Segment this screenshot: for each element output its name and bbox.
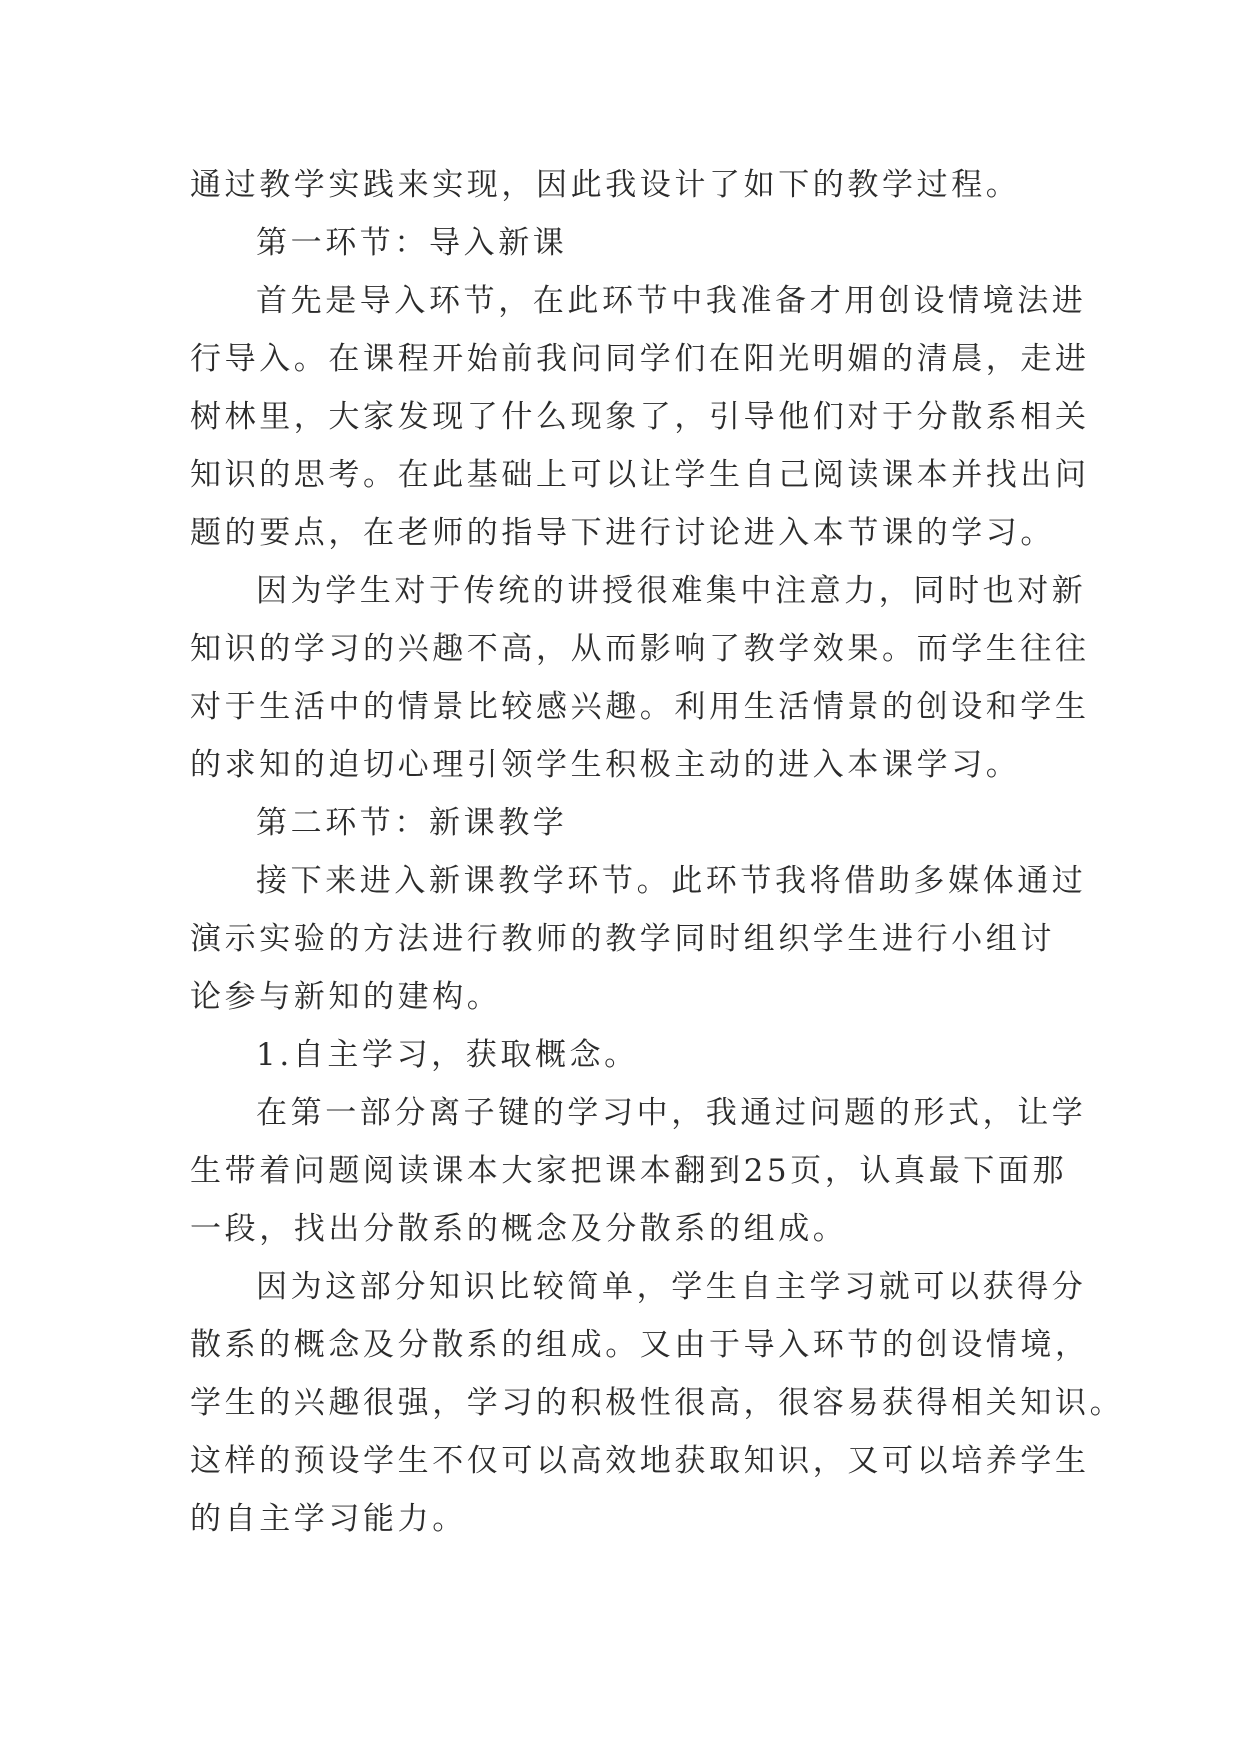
section-heading: 第一环节：导入新课 (256, 225, 568, 261)
paragraph-line: 通过教学实践来实现，因此我设计了如下的教学过程。 (190, 167, 1021, 203)
paragraph-line: 在第一部分离子键的学习中，我通过问题的形式，让学 (256, 1095, 1087, 1131)
section-heading: 第二环节：新课教学 (256, 805, 568, 841)
paragraph-line: 的求知的迫切心理引领学生积极主动的进入本课学习。 (190, 747, 1021, 783)
subsection-heading: 1.自主学习，获取概念。 (256, 1037, 639, 1073)
paragraph-line: 知识的思考。在此基础上可以让学生自己阅读课本并找出问 (190, 457, 1090, 493)
paragraph-line: 对于生活中的情景比较感兴趣。利用生活情景的创设和学生 (190, 689, 1090, 725)
paragraph-line: 知识的学习的兴趣不高，从而影响了教学效果。而学生往往 (190, 631, 1090, 667)
paragraph-line: 接下来进入新课教学环节。此环节我将借助多媒体通过 (256, 863, 1087, 899)
paragraph-line: 的自主学习能力。 (190, 1501, 467, 1537)
paragraph-line: 首先是导入环节，在此环节中我准备才用创设情境法进 (256, 283, 1087, 319)
paragraph-line: 演示实验的方法进行教师的教学同时组织学生进行小组讨 (190, 921, 1055, 957)
paragraph-line: 行导入。在课程开始前我问同学们在阳光明媚的清晨，走进 (190, 341, 1090, 377)
paragraph-line: 题的要点，在老师的指导下进行讨论进入本节课的学习。 (190, 515, 1055, 551)
paragraph-line: 一段，找出分散系的概念及分散系的组成。 (190, 1211, 848, 1247)
paragraph-line: 因为这部分知识比较简单，学生自主学习就可以获得分 (256, 1269, 1087, 1305)
paragraph-line: 生带着问题阅读课本大家把课本翻到25页，认真最下面那 (190, 1153, 1068, 1189)
paragraph-line: 因为学生对于传统的讲授很难集中注意力，同时也对新 (256, 573, 1087, 609)
paragraph-line: 学生的兴趣很强，学习的积极性很高，很容易获得相关知识。 (190, 1385, 1125, 1421)
paragraph-line: 散系的概念及分散系的组成。又由于导入环节的创设情境， (190, 1327, 1090, 1363)
paragraph-line: 论参与新知的建构。 (190, 979, 502, 1015)
paragraph-line: 树林里，大家发现了什么现象了，引导他们对于分散系相关 (190, 399, 1090, 435)
paragraph-line: 这样的预设学生不仅可以高效地获取知识，又可以培养学生 (190, 1443, 1090, 1479)
